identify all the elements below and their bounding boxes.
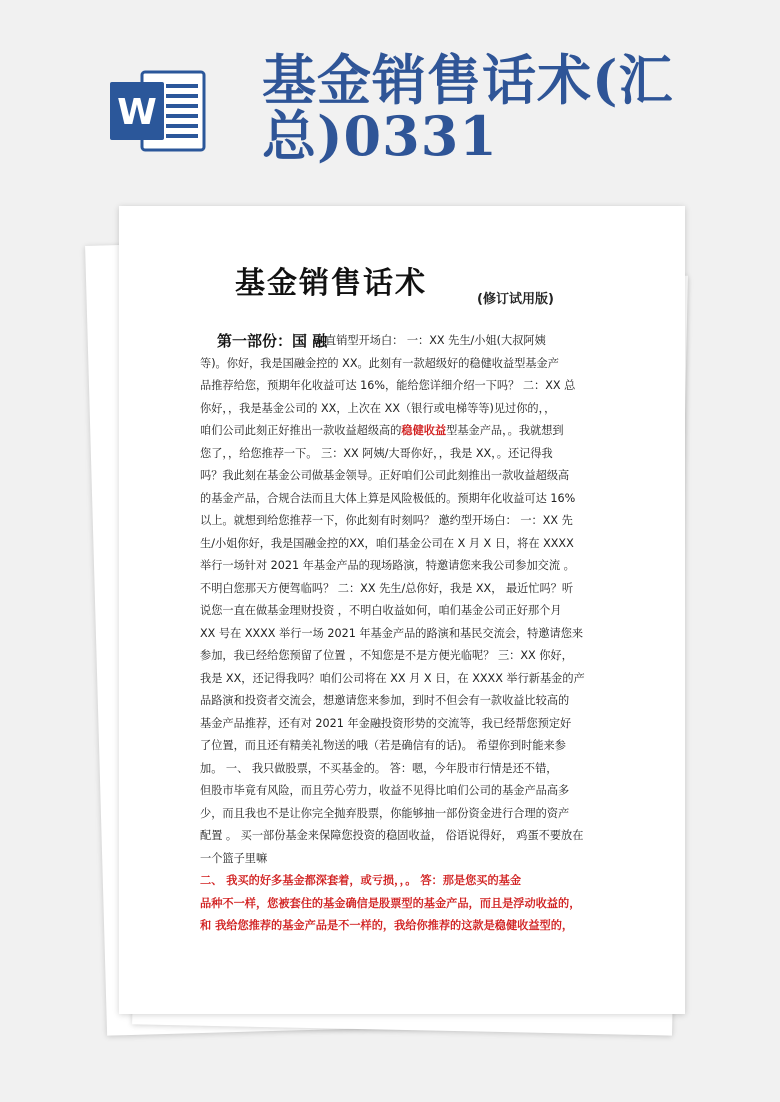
- document-page: [119, 206, 685, 1014]
- body-text: 少，而且我也不是让你完全抛弃股票，你能够抽一部份资金进行合理的资产: [200, 806, 570, 820]
- body-text: 品路演和投资者交流会，想邀请您来参加，到时不但会有一款收益比较高的: [200, 694, 570, 707]
- document-title: [262, 48, 762, 168]
- body-text-line: [325, 334, 546, 348]
- body-text-line: [200, 807, 569, 821]
- body-text-line: [200, 402, 555, 416]
- body-text-line: [200, 784, 569, 798]
- body-text: 参加，我已经给您预留了位置 ，不知您是不是方便光临呢？ 三：XX 你好，: [200, 649, 573, 662]
- body-text-line: [200, 559, 575, 573]
- document-title-line-1: 基金销售话术(汇: [262, 48, 674, 112]
- body-text-line: [200, 717, 571, 731]
- body-text: XX 号在 XXXX 举行一场 2021 年基金产品的路演和基民交流会，特邀请您来: [200, 626, 584, 640]
- body-text: 加。 一、 我只做股票，不买基金的。 答：嗯，今年股市行情是还不错，: [200, 761, 558, 775]
- body-text-line: [200, 874, 521, 888]
- body-text-line: [200, 514, 573, 528]
- body-text-line: [200, 829, 583, 843]
- body-text-line: [200, 852, 267, 866]
- body-text-line: [200, 672, 585, 686]
- body-text: 你好，，我是基金公司的 XX，上次在 XX（银行或电梯等等)见过你的，，: [200, 401, 556, 415]
- body-text: 我是 XX，还记得我吗？咱们公司将在 XX 月 X 日，在 XXXX 举行新基金的产: [200, 671, 585, 685]
- word-document-icon: [108, 68, 208, 154]
- body-text-line: [200, 649, 573, 663]
- body-text: 不明白您那天方便驾临吗？ 二：XX 先生/总你好，我是 XX， 最近忙吗？听: [200, 581, 574, 595]
- body-text: 和 我给您推荐的基金产品是不一样的，我给你推荐的这款是稳健收益型的，: [200, 919, 574, 932]
- body-text: 您了，，给您推荐一下。 三：XX 阿姨/大哥你好，，我是 XX，。还记得我: [200, 446, 553, 460]
- body-text: 举行一场针对 2021 年基金产品的现场路演，特邀请您来我公司参加交流 。: [200, 559, 575, 572]
- body-text-line: [200, 357, 559, 371]
- body-text: 以上。就想到给您推荐一下，你此刻有时刻吗？ 邀约型开场白： 一：XX 先: [200, 514, 573, 527]
- body-text: 配置 。 买一部份基金来保障您投资的稳固收益， 俗语说得好， 鸡蛋不要放在: [200, 829, 584, 842]
- body-text-line: [200, 447, 553, 461]
- body-text: 型基金产品，。我就想到: [446, 424, 564, 437]
- body-text: 吗？我此刻在基金公司做基金领导。正好咱们公司此刻推出一款收益超级高: [200, 469, 570, 482]
- body-text: 的基金产品，合规合法而且大体上算是风险极低的。预期年化收益可达 16%: [200, 491, 576, 505]
- body-text-line: [200, 424, 564, 438]
- body-text-line: [200, 582, 573, 596]
- page-subtitle: (修订试用版): [477, 292, 554, 307]
- body-text: 品推荐给您，预期年化收益可达 16%，能给您详细介绍一下吗？ 二：XX 总: [200, 379, 576, 392]
- body-text-line: [200, 897, 580, 911]
- body-text: 一个篮子里嘛: [200, 851, 268, 865]
- body-text-line: [200, 762, 557, 776]
- body-text: 但股市毕竟有风险，而且劳心劳力，收益不见得比咱们公司的基金产品高多: [200, 784, 570, 797]
- body-text: 等)。你好，我是国融金控的 XX。此刻有一款超级好的稳健收益型基金产: [200, 356, 559, 370]
- body-text: 品种不一样，您被套住的基金确信是股票型的基金产品，而且是浮动收益的，: [200, 896, 581, 910]
- body-text-line: [200, 919, 573, 933]
- body-text: 生/小姐你好，我是国融金控的XX，咱们基金公司在 X 月 X 日，将在 XXXX: [200, 536, 574, 550]
- body-text: 二、 我买的好多基金都深套着，或亏损，，。 答：那是您买的基金: [200, 874, 522, 887]
- body-text-line: [200, 379, 575, 393]
- svg-text:W: W: [117, 92, 157, 133]
- body-text-line: [200, 492, 575, 506]
- body-text-line: [200, 469, 569, 483]
- body-text: 说您一直在做基金理财投资 ，不明白收益如何，咱们基金公司正好那个月: [200, 604, 562, 617]
- body-text: 基金产品推荐，还有对 2021 年金融投资形势的交流等，我已经帮您预定好: [200, 716, 572, 730]
- highlighted-text: 稳健收益: [401, 424, 447, 437]
- body-text: 了位置，而且还有精美礼物送的哦（若是确信有的话)。 希望你到时能来参: [200, 739, 566, 752]
- body-text-line: [200, 694, 569, 708]
- body-text: 咱们公司此刻正好推出一款收益超级高的: [200, 424, 402, 437]
- section-heading: 第一部份：国 融: [217, 332, 328, 350]
- body-text-line: [200, 537, 574, 551]
- body-text-line: [200, 739, 566, 753]
- body-text: 直销型开场白： 一：XX 先生/小姐(大叔阿姨: [325, 334, 546, 347]
- document-title-line-2: 总)0331: [262, 104, 498, 168]
- body-text-line: [200, 604, 562, 618]
- page-heading: 基金销售话术: [235, 266, 427, 301]
- body-text-line: [200, 627, 583, 641]
